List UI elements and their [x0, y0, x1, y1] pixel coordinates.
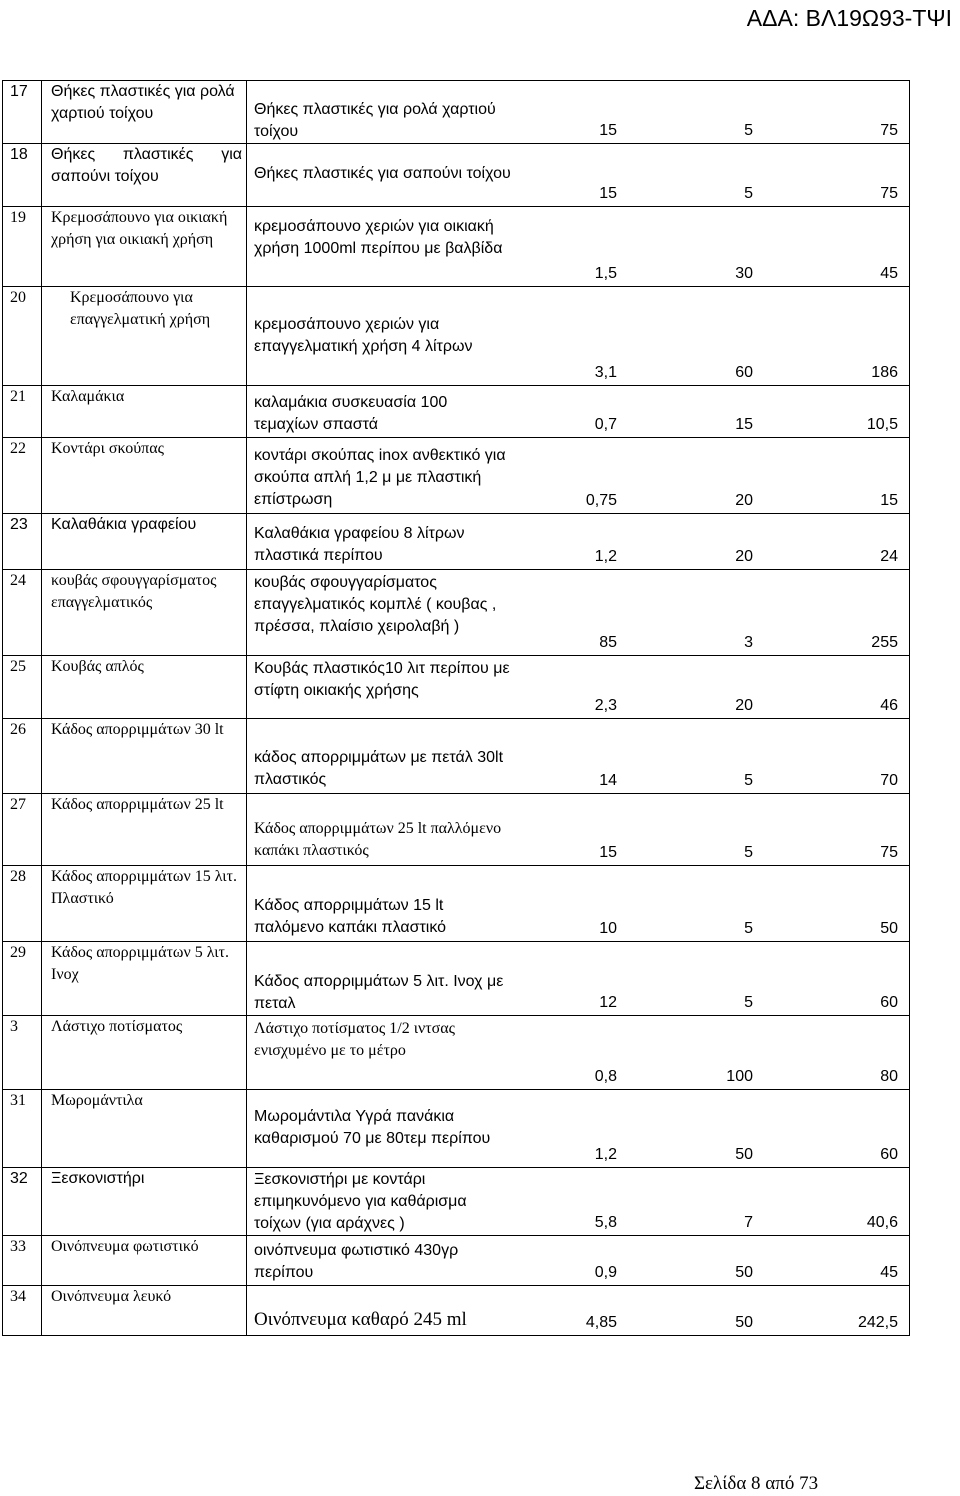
- row-number: 29: [3, 942, 42, 1016]
- item-name: Κοντάρι σκούπας: [42, 438, 247, 514]
- item-quantity: 0,8: [594, 1068, 617, 1085]
- table-row: [3, 942, 910, 1016]
- item-name: Κρεμοσάπουνο για οικιακή χρήση για οικιακή χρήση: [42, 207, 247, 287]
- document-code: ΑΔΑ: ΒΛ19Ω93-ΤΨΙ: [746, 5, 952, 31]
- item-price: 50: [735, 1146, 753, 1163]
- row-number: 23: [3, 514, 42, 570]
- item-quantity: 12: [599, 994, 617, 1011]
- item-quantity: 1,5: [594, 265, 617, 282]
- item-description-cell: [247, 1016, 910, 1090]
- item-description-cell: [247, 570, 910, 656]
- item-price: 20: [735, 492, 753, 509]
- item-description-cell: [247, 438, 910, 514]
- item-total: 75: [880, 122, 898, 139]
- item-price: 15: [735, 416, 753, 433]
- item-description-cell: [247, 1286, 910, 1336]
- item-name: Μωρομάντιλα: [42, 1090, 247, 1168]
- item-description-cell: [247, 514, 910, 570]
- table-row: [3, 207, 910, 287]
- item-description-cell: [247, 144, 910, 207]
- table-row: [3, 514, 910, 570]
- row-number: 18: [3, 144, 42, 207]
- item-quantity: 1,2: [594, 1146, 617, 1163]
- row-number: 31: [3, 1090, 42, 1168]
- page-number: Σελίδα 8 από 73: [694, 1473, 819, 1494]
- item-description: Οινόπνευμα καθαρό 245 ml: [254, 1309, 467, 1330]
- item-price: 30: [735, 265, 753, 282]
- item-description: κουβάς σφουγγαρίσματος επαγγελματικός κομπλέ ( κουβας , πρέσσα, πλαίσιο χειρολαβή ): [254, 574, 497, 635]
- row-number: 20: [3, 287, 42, 386]
- item-total: 45: [880, 1264, 898, 1281]
- item-description-cell: [247, 656, 910, 719]
- row-number: 34: [3, 1286, 42, 1336]
- row-number: 28: [3, 866, 42, 942]
- row-number: 19: [3, 207, 42, 287]
- item-description-cell: [247, 207, 910, 287]
- row-number: 32: [3, 1168, 42, 1236]
- table-row: [3, 1016, 910, 1090]
- table-row: [3, 570, 910, 656]
- item-name: Κάδος απορριμμάτων 5 λιτ. Ινοχ: [42, 942, 247, 1016]
- item-total: 60: [880, 1146, 898, 1163]
- item-price: 60: [735, 364, 753, 381]
- table-row: [3, 656, 910, 719]
- item-description: κάδος απορριμμάτων με πετάλ 30lt πλαστικός: [254, 749, 504, 788]
- item-price: 100: [726, 1068, 753, 1085]
- item-description-cell: [247, 1168, 910, 1236]
- item-name: Ξεσκονιστήρι: [42, 1168, 247, 1236]
- item-total: 24: [880, 548, 898, 565]
- item-total: 46: [880, 697, 898, 714]
- item-description: Ξεσκονιστήρι με κοντάρι επιμηκυνόμενο για καθάρισμα τοίχων (για αράχνες ): [254, 1171, 467, 1232]
- item-name: Θήκες πλαστικές για σαπούνι τοίχου: [42, 144, 247, 207]
- item-total: 80: [880, 1068, 898, 1085]
- item-description: Κουβάς πλαστικός10 λιτ περίπου με στίφτη οικιακής χρήσης: [254, 660, 510, 699]
- item-description: Θήκες πλαστικές για ρολά χαρτιού τοίχου: [254, 101, 496, 140]
- item-description-cell: [247, 866, 910, 942]
- item-quantity: 14: [599, 772, 617, 789]
- row-number: 17: [3, 81, 42, 144]
- row-number: 26: [3, 719, 42, 794]
- item-description: Θήκες πλαστικές για σαπούνι τοίχου: [254, 165, 511, 182]
- table-row: [3, 1090, 910, 1168]
- table-row: [3, 1286, 910, 1336]
- items-table: [2, 80, 910, 1336]
- item-total: 186: [871, 364, 898, 381]
- item-description: Κάδος απορριμμάτων 25 lt παλλόμενο καπάκι πλαστικός: [254, 820, 502, 859]
- item-name: Οινόπνευμα λευκό: [42, 1286, 247, 1336]
- item-total: 45: [880, 265, 898, 282]
- item-description: Κάδος απορριμμάτων 15 lt παλόμενο καπάκι πλαστικό: [254, 897, 447, 936]
- item-quantity: 0,7: [594, 416, 617, 433]
- item-price: 5: [744, 920, 753, 937]
- item-price: 20: [735, 548, 753, 565]
- item-price: 5: [744, 994, 753, 1011]
- item-quantity: 3,1: [594, 364, 617, 381]
- item-price: 5: [744, 772, 753, 789]
- item-quantity: 0,75: [585, 492, 617, 509]
- item-description: κοντάρι σκούπας inox ανθεκτικό για σκούπα απλή 1,2 μ με πλαστική επίστρωση: [254, 447, 506, 508]
- item-quantity: 10: [599, 920, 617, 937]
- item-name: Κάδος απορριμμάτων 25 lt: [42, 794, 247, 866]
- item-quantity: 15: [599, 185, 617, 202]
- item-total: 10,5: [866, 416, 898, 433]
- item-description-cell: [247, 719, 910, 794]
- item-quantity: 4,85: [585, 1314, 617, 1331]
- item-price: 50: [735, 1264, 753, 1281]
- item-description: κρεμοσάπουνο χεριών για οικιακή χρήση 1000ml περίπου με βαλβίδα: [254, 218, 503, 257]
- item-description: Μωρομάντιλα Υγρά πανάκια καθαρισμού 70 με 80τεμ περίπου: [254, 1108, 491, 1147]
- item-description: οινόπνευμα φωτιστικό 430γρ περίπου: [254, 1242, 459, 1281]
- item-price: 5: [744, 185, 753, 202]
- item-quantity: 1,2: [594, 548, 617, 565]
- row-number: 3: [3, 1016, 42, 1090]
- item-name: Κουβάς απλός: [42, 656, 247, 719]
- row-number: 27: [3, 794, 42, 866]
- item-description-cell: [247, 386, 910, 438]
- item-description: κρεμοσάπουνο χεριών για επαγγελματική χρήση 4 λίτρων: [254, 316, 473, 355]
- item-description-cell: [247, 1090, 910, 1168]
- item-total: 75: [880, 185, 898, 202]
- item-description-cell: [247, 794, 910, 866]
- item-price: 50: [735, 1314, 753, 1331]
- item-price: 3: [744, 634, 753, 651]
- item-total: 75: [880, 844, 898, 861]
- item-price: 5: [744, 122, 753, 139]
- table-row: [3, 794, 910, 866]
- item-quantity: 15: [599, 122, 617, 139]
- table-row: [3, 81, 910, 144]
- item-description-cell: [247, 287, 910, 386]
- table-row: [3, 1236, 910, 1286]
- item-quantity: 2,3: [594, 697, 617, 714]
- item-total: 242,5: [857, 1314, 898, 1331]
- item-name: Κάδος απορριμμάτων 30 lt: [42, 719, 247, 794]
- item-name: Καλαμάκια: [42, 386, 247, 438]
- row-number: 33: [3, 1236, 42, 1286]
- table-row: [3, 144, 910, 207]
- item-description: Λάστιχο ποτίσματος 1/2 ιντσας ενισχυμένο με το μέτρο: [254, 1020, 456, 1059]
- table-row: [3, 866, 910, 942]
- item-name: Οινόπνευμα φωτιστικό: [42, 1236, 247, 1286]
- item-description-cell: [247, 1236, 910, 1286]
- item-description: Κάδος απορριμμάτων 5 λιτ. Ινοχ με πεταλ: [254, 973, 504, 1012]
- item-description-cell: [247, 81, 910, 144]
- item-quantity: 85: [599, 634, 617, 651]
- item-total: 15: [880, 492, 898, 509]
- item-price: 7: [744, 1214, 753, 1231]
- row-number: 25: [3, 656, 42, 719]
- item-name: Θήκες πλαστικές για ρολά χαρτιού τοίχου: [42, 81, 247, 144]
- item-quantity: 0,9: [594, 1264, 617, 1281]
- table-row: [3, 438, 910, 514]
- table-row: [3, 719, 910, 794]
- table-row: [3, 287, 910, 386]
- item-quantity: 15: [599, 844, 617, 861]
- table-row: [3, 1168, 910, 1236]
- item-price: 5: [744, 844, 753, 861]
- item-total: 40,6: [866, 1214, 898, 1231]
- item-quantity: 5,8: [594, 1214, 617, 1231]
- item-total: 60: [880, 994, 898, 1011]
- row-number: 21: [3, 386, 42, 438]
- table-row: [3, 386, 910, 438]
- item-description: Καλαθάκια γραφείου 8 λίτρων πλαστικά περίπου: [254, 525, 465, 564]
- item-description-cell: [247, 942, 910, 1016]
- item-total: 255: [871, 634, 898, 651]
- item-name: κουβάς σφουγγαρίσματος επαγγελματικός: [42, 570, 247, 656]
- item-description: καλαμάκια συσκευασία 100 τεμαχίων σπαστά: [254, 394, 448, 433]
- row-number: 22: [3, 438, 42, 514]
- item-name: Καλαθάκια γραφείου: [42, 514, 247, 570]
- item-price: 20: [735, 697, 753, 714]
- item-name: Κάδος απορριμμάτων 15 λιτ. Πλαστικό: [42, 866, 247, 942]
- row-number: 24: [3, 570, 42, 656]
- item-total: 70: [880, 772, 898, 789]
- item-total: 50: [880, 920, 898, 937]
- item-name: Λάστιχο ποτίσματος: [42, 1016, 247, 1090]
- item-name: Κρεμοσάπουνο για επαγγελματική χρήση: [42, 287, 247, 386]
